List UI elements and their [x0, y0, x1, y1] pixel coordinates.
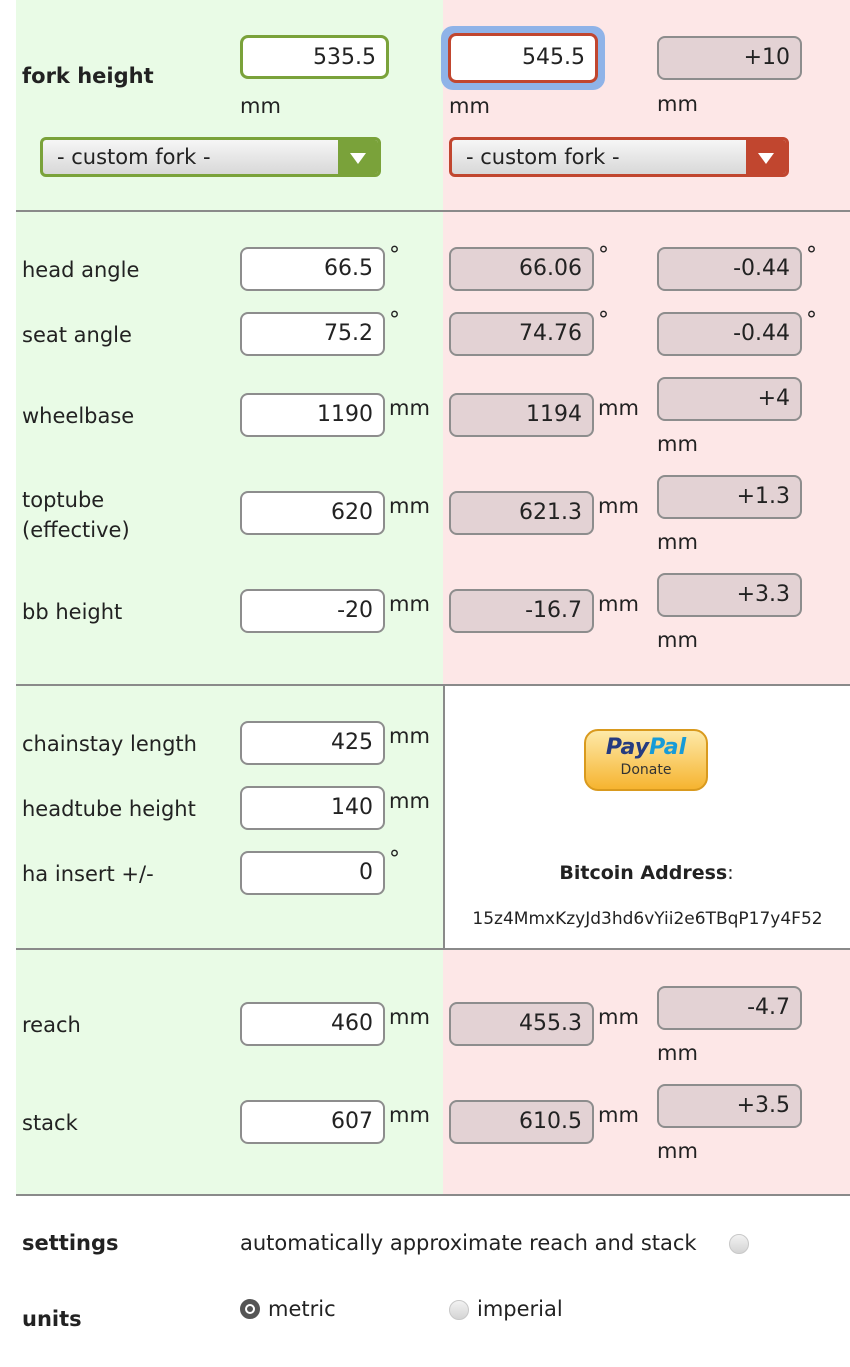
- toptube-compare: 621.3: [449, 491, 594, 535]
- head-angle-label: head angle: [22, 258, 140, 282]
- fork-height-unit: mm: [240, 94, 281, 118]
- ha-insert-input[interactable]: 0: [240, 851, 385, 895]
- divider: [16, 1194, 850, 1196]
- seat-angle-unit: °: [389, 308, 400, 333]
- wheelbase-input[interactable]: 1190: [240, 393, 385, 437]
- reach-label: reach: [22, 1013, 81, 1037]
- toptube-unit: mm: [389, 494, 430, 518]
- paypal-logo: PayPal: [605, 735, 687, 760]
- wheelbase-compare: 1194: [449, 393, 594, 437]
- stack-input[interactable]: 607: [240, 1100, 385, 1144]
- toptube-label: toptube: [22, 488, 105, 512]
- settings-label: settings: [22, 1231, 119, 1255]
- seat-angle-diff-unit: °: [806, 308, 817, 333]
- imperial-label[interactable]: imperial: [477, 1297, 563, 1321]
- ha-insert-unit: °: [389, 847, 400, 872]
- stack-diff: +3.5: [657, 1084, 802, 1128]
- bb-height-label: bb height: [22, 600, 123, 624]
- chainstay-input[interactable]: 425: [240, 721, 385, 765]
- stack-label: stack: [22, 1111, 78, 1135]
- seat-angle-compare-unit: °: [598, 308, 609, 333]
- divider: [16, 210, 850, 212]
- bb-height-diff-unit: mm: [657, 628, 698, 652]
- bitcoin-label: Bitcoin Address:: [559, 862, 734, 884]
- fork-height-compare-input[interactable]: 545.5: [448, 33, 598, 83]
- reach-input[interactable]: 460: [240, 1002, 385, 1046]
- chevron-down-icon: [338, 140, 378, 174]
- wheelbase-diff: +4: [657, 377, 802, 421]
- head-angle-compare: 66.06: [449, 247, 594, 291]
- headtube-input[interactable]: 140: [240, 786, 385, 830]
- toptube-input[interactable]: 620: [240, 491, 385, 535]
- toptube-compare-unit: mm: [598, 494, 639, 518]
- head-angle-diff-unit: °: [806, 243, 817, 268]
- fork-height-diff-unit: mm: [657, 92, 698, 116]
- ha-insert-label: ha insert +/-: [22, 862, 154, 886]
- fork-height-diff: +10: [657, 36, 802, 80]
- bb-height-diff: +3.3: [657, 573, 802, 617]
- fork-height-compare-unit: mm: [449, 94, 490, 118]
- wheelbase-diff-unit: mm: [657, 432, 698, 456]
- approximate-reach-stack-checkbox[interactable]: [729, 1234, 749, 1254]
- divider: [16, 948, 850, 950]
- stack-unit: mm: [389, 1103, 430, 1127]
- fork-select-left[interactable]: [40, 137, 381, 177]
- seat-angle-compare: 74.76: [449, 312, 594, 356]
- reach-compare-unit: mm: [598, 1005, 639, 1029]
- divider: [16, 684, 850, 686]
- paypal-donate-label: Donate: [620, 762, 672, 778]
- seat-angle-diff: -0.44: [657, 312, 802, 356]
- stack-diff-unit: mm: [657, 1139, 698, 1163]
- seat-angle-label: seat angle: [22, 323, 132, 347]
- metric-label[interactable]: metric: [268, 1297, 336, 1321]
- fork-height-input[interactable]: 535.5: [240, 35, 389, 79]
- head-angle-input[interactable]: 66.5: [240, 247, 385, 291]
- bb-height-compare-unit: mm: [598, 592, 639, 616]
- chainstay-unit: mm: [389, 724, 430, 748]
- bitcoin-address: 15z4MmxKzyJd3hd6vYii2e6TBqP17y4F52: [472, 909, 823, 929]
- head-angle-compare-unit: °: [598, 243, 609, 268]
- reach-unit: mm: [389, 1005, 430, 1029]
- paypal-donate-button[interactable]: [584, 729, 708, 791]
- stack-compare: 610.5: [449, 1100, 594, 1144]
- chevron-down-icon: [746, 140, 786, 174]
- headtube-unit: mm: [389, 789, 430, 813]
- head-angle-diff: -0.44: [657, 247, 802, 291]
- toptube-diff-unit: mm: [657, 530, 698, 554]
- units-label: units: [22, 1307, 82, 1331]
- wheelbase-label: wheelbase: [22, 404, 135, 428]
- chainstay-label: chainstay length: [22, 732, 197, 756]
- reach-diff: -4.7: [657, 986, 802, 1030]
- wheelbase-compare-unit: mm: [598, 396, 639, 420]
- metric-radio[interactable]: [240, 1299, 260, 1319]
- reach-compare: 455.3: [449, 1002, 594, 1046]
- bb-height-unit: mm: [389, 592, 430, 616]
- fork-select-left-value: - custom fork -: [57, 145, 211, 169]
- stack-compare-unit: mm: [598, 1103, 639, 1127]
- toptube-label-sub: (effective): [22, 518, 130, 542]
- toptube-diff: +1.3: [657, 475, 802, 519]
- fork-select-right-value: - custom fork -: [466, 145, 620, 169]
- reach-diff-unit: mm: [657, 1041, 698, 1065]
- bb-height-compare: -16.7: [449, 589, 594, 633]
- bb-height-input[interactable]: -20: [240, 589, 385, 633]
- fork-select-right[interactable]: [449, 137, 789, 177]
- approximate-reach-stack-text: automatically approximate reach and stack: [240, 1231, 697, 1255]
- fork-height-label: fork height: [22, 64, 154, 88]
- imperial-radio[interactable]: [449, 1300, 469, 1320]
- wheelbase-unit: mm: [389, 396, 430, 420]
- head-angle-unit: °: [389, 243, 400, 268]
- headtube-label: headtube height: [22, 797, 196, 821]
- seat-angle-input[interactable]: 75.2: [240, 312, 385, 356]
